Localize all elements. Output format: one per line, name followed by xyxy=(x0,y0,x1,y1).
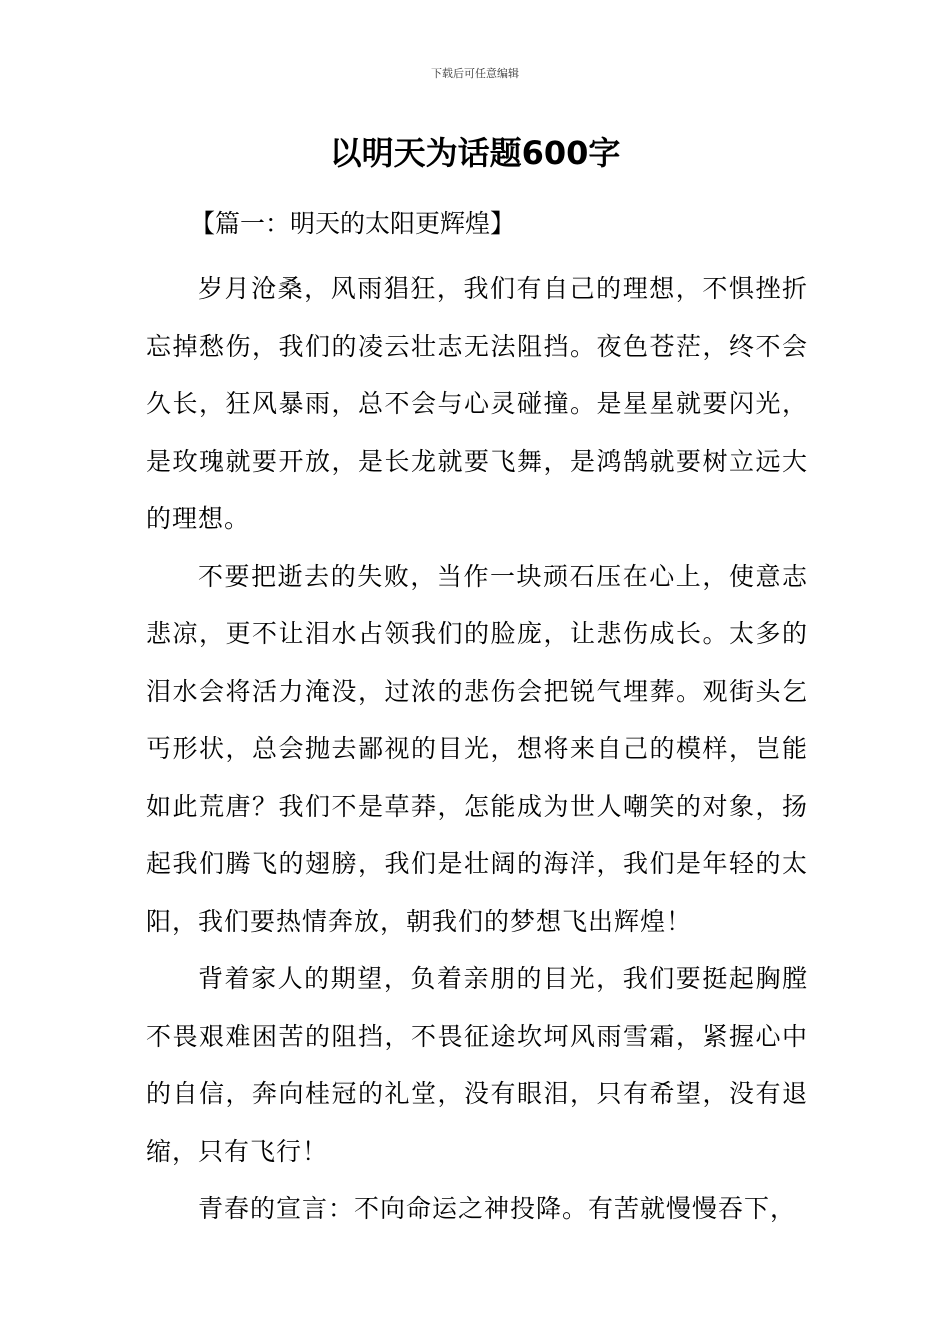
document-title: 以明天为话题600字 xyxy=(329,134,621,172)
paragraph-4: 青春的宣言：不向命运之神投降。有苦就慢慢吞下， xyxy=(198,1194,797,1223)
section-heading: 【篇一：明天的太阳更辉煌】 xyxy=(190,209,516,238)
document-body xyxy=(146,202,808,1238)
paragraph-1: 岁月沧桑，风雨猖狂，我们有自己的理想，不惧挫折忘掉愁伤，我们的凌云壮志无法阻挡。夜色苍茫，终不会久长，狂风暴雨，总不会与心灵碰撞。是星星就要闪光，是玫瑰就要开放，是长龙就要飞舞，是鸿鹄就要树立远大的理想。 xyxy=(146,274,808,533)
paragraph-2: 不要把逝去的失败，当作一块顽石压在心上，使意志悲凉，更不让泪水占领我们的脸庞，让悲伤成长。太多的泪水会将活力淹没，过浓的悲伤会把锐气埋葬。观街头乞丐形状，总会抛去鄙视的目光，想将来自己的模样，岂能如此荒唐？我们不是草莽，怎能成为世人嘲笑的对象，扬起我们腾飞的翅膀，我们是壮阔的海洋，我们是年轻的太阳，我们要热情奔放，朝我们的梦想飞出辉煌！ xyxy=(146,561,808,936)
paragraph-3: 背着家人的期望，负着亲朋的目光，我们要挺起胸膛不畏艰难困苦的阻挡，不畏征途坎坷风雨雪霜，紧握心中的自信，奔向桂冠的礼堂，没有眼泪，只有希望，没有退缩，只有飞行！ xyxy=(146,964,808,1166)
header-note: 下载后可任意编辑 xyxy=(431,67,519,80)
